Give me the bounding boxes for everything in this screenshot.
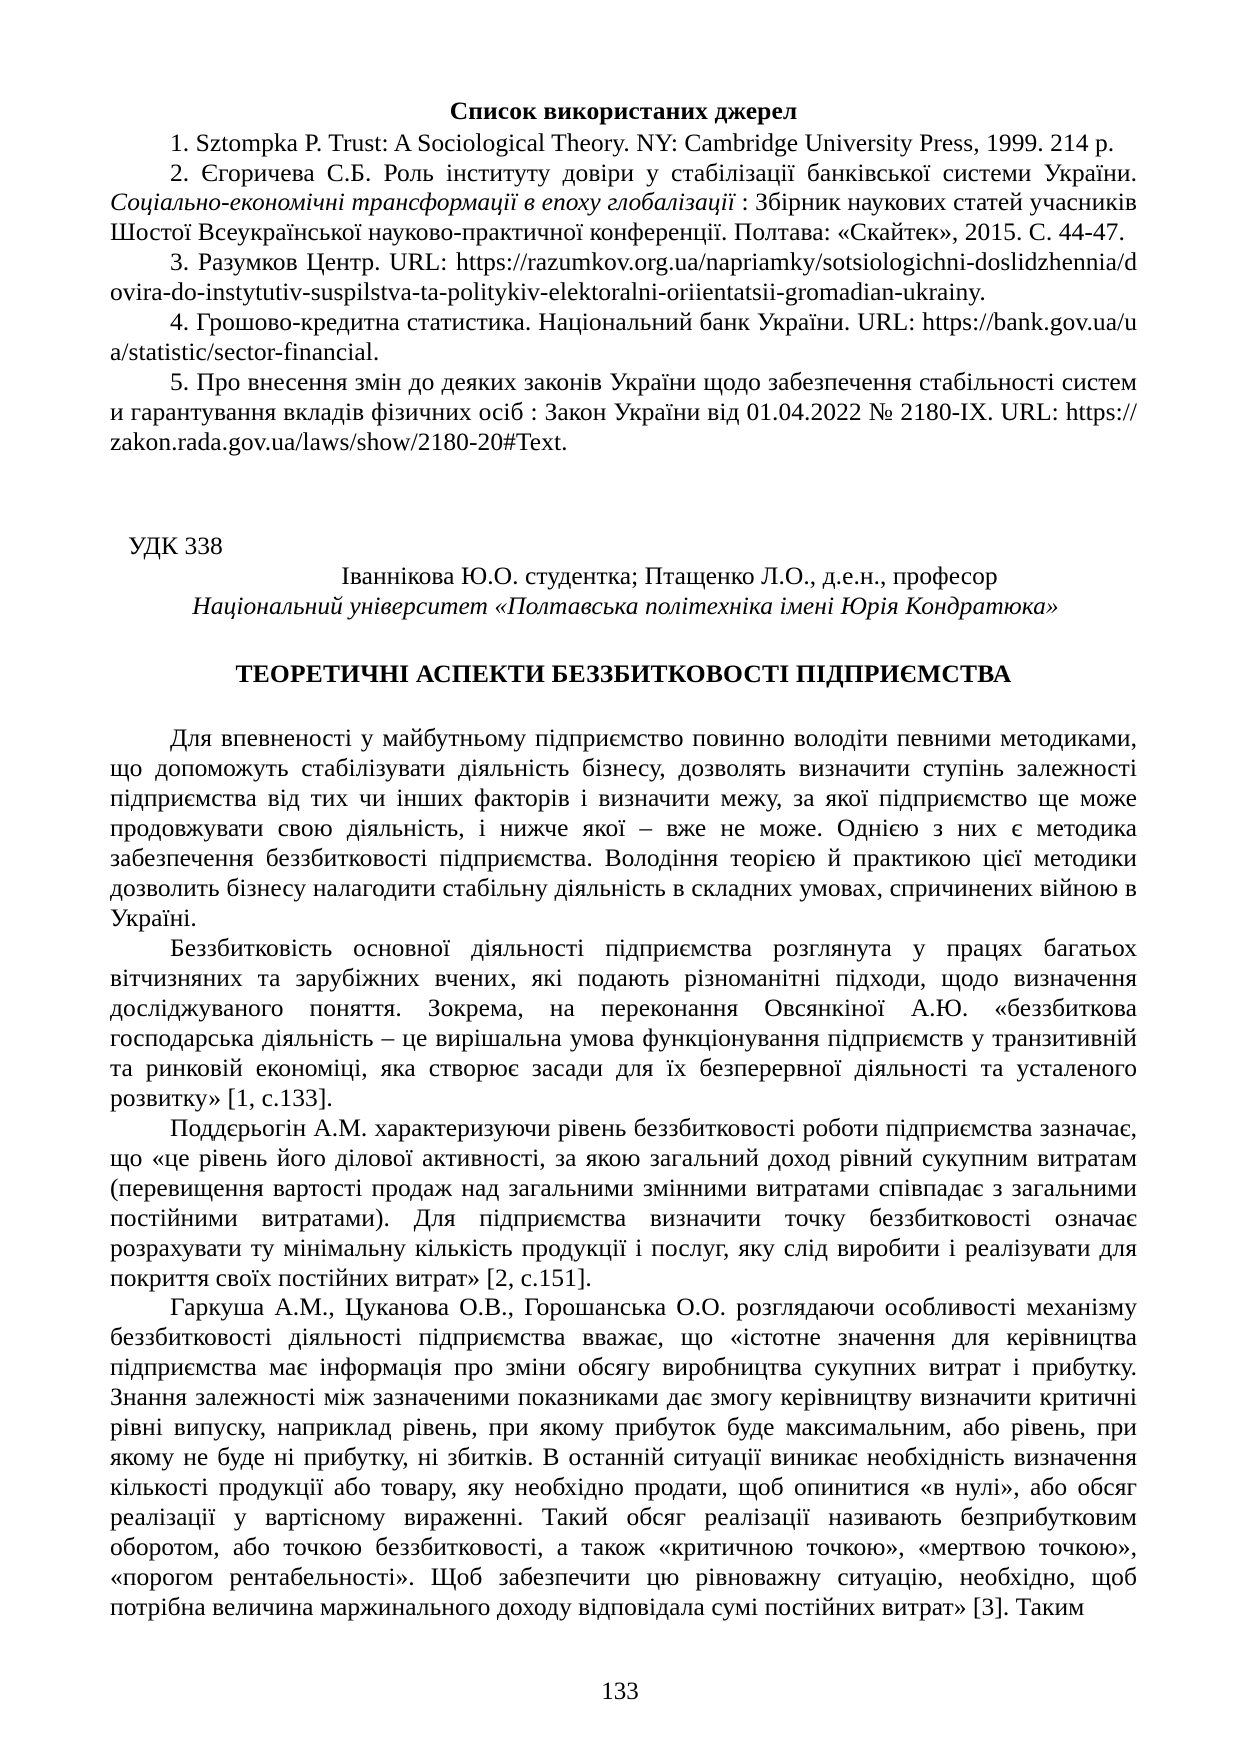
reference-number: 5. (170, 367, 190, 397)
article-title: ТЕОРЕТИЧНІ АСПЕКТИ БЕЗЗБИТКОВОСТІ ПІДПРИЄМСТВА (235, 659, 1012, 689)
reference-number: 2. (170, 157, 190, 187)
article-paragraph: Беззбитковість основної діяльності підприємства розглянута у працях багатьох вітчизняних та зарубіжних вчених, які подають різноманітні підходи, щодо визначення досліджуваного поняття. Зокрема, на переконання Овсянкіної А.Ю. «беззбиткова господарська діяльність – це вирішальна умова функціонування підприємств у транзитивній та ринковій економіці, яка створює засади для їх безперервної діяльності та усталеного розвитку» [1, с.133]. (110, 933, 1137, 1112)
reference-text-tail: : Збірник наукових статей учасників Шостої Всеукраїнської науково-практичної конференції. Полтава: «Скайтек», 2015. С. 44-47. (110, 187, 1137, 247)
reference-number: 1. (170, 127, 190, 157)
article-affiliation: Національний університет «Полтавська політехніка імені Юрія Кондратюка» (192, 591, 1059, 621)
reference-source-title: Соціально-економічні трансформації в епоху глобалізації (110, 187, 735, 217)
article-paragraph: Поддєрьогін А.М. характеризуючи рівень беззбитковості роботи підприємства зазначає, що «це рівень його ділової активності, за якою загальний доход рівний сукупним витратам (перевищення вартості продаж над загальними змінними витратами співпадає з загальними постійними витратами). Для підприємства визначити точку беззбитковості означає розрахувати ту мінімальну кількість продукції і послуг, яку слід виробити і реалізувати для покриття своїх постійних витрат» [2, с.151]. (110, 1112, 1137, 1292)
reference-text: Грошово-кредитна статистика. Національний банк України. URL: https://bank.gov.ua/ua/statistic/sector-financial. (110, 307, 1137, 367)
section-divider (110, 457, 1137, 531)
reference-item (110, 307, 1137, 367)
reference-item (110, 128, 1137, 158)
page-number: 133 (601, 1678, 639, 1705)
udk-code: УДК 338 (128, 531, 223, 561)
reference-number: 4. (170, 307, 190, 337)
reference-text: Sztompka P. Trust: A Sociological Theory. NY: Cambridge University Press, 1999. 214 p. (189, 127, 1115, 157)
reference-number: 3. (170, 247, 190, 277)
article-paragraph: Гаркуша А.М., Цуканова О.В., Горошанська О.О. розглядаючи особливості механізму беззбитковості діяльності підприємства вважає, що «істотне значення для керівництва підприємства має інформація про зміни обсягу виробництва сукупних витрат і прибутку. Знання залежності між зазначеними показниками дає змогу керівництву визначити критичні рівні випуску, наприклад рівень, при якому прибуток буде максимальним, або рівень, при якому не буде ні прибутку, ні збитків. В останній ситуації виникає необхідність визначення кількості продукції або товару, яку необхідно продати, щоб опинитися «в нулі», або обсяг реалізації у вартісному вираженні. Такий обсяг реалізації називають безприбутковим оборотом, або точкою беззбитковості, а також «критичною точкою», «мертвою точкою», «порогом рентабельності». Щоб забезпечити цю рівноважну ситуацію, необхідно, щоб потрібна величина маржинального доходу відповідала сумі постійних витрат» [3]. Таким (110, 1292, 1137, 1622)
reference-item (110, 158, 1137, 248)
reference-text: Про внесення змін до деяких законів України щодо забезпечення стабільності системи гарантування вкладів фізичних осіб : Закон України від 01.04.2022 № 2180-IX. URL: https://zakon.rada.gov.ua/laws/show/2180-20#Text. (110, 367, 1137, 457)
reference-text: Єгоричева С.Б. Роль інституту довіри у стабілізації банківської системи України. (189, 157, 1137, 187)
reference-item (110, 247, 1137, 307)
article-paragraph: Для впевненості у майбутньому підприємство повинно володіти певними методиками, що допоможуть стабілізувати діяльність бізнесу, дозволять визначити ступінь залежності підприємства від тих чи інших факторів і визначити межу, за якої підприємство ще може продовжувати свою діяльність, і нижче якої – вже не може. Однією з них є методика забезпечення беззбитковості підприємства. Володіння теорією й практикою цієї методики дозволить бізнесу налагодити стабільну діяльність в складних умовах, спричинених війною в Україні. (110, 723, 1137, 933)
reference-item (110, 367, 1137, 457)
reference-text: Разумков Центр. URL: https://razumkov.org.ua/napriamky/sotsiologichni-doslidzhennia/dovira-do-instytutiv-suspilstva-ta-politykiv-elektoralni-oriientatsii-gromadian-ukrainy. (110, 247, 1137, 307)
references-heading: Список використаних джерел (449, 96, 798, 125)
article-authors: Іваннікова Ю.О. студентка; Птащенко Л.О., д.е.н., професор (341, 561, 998, 591)
